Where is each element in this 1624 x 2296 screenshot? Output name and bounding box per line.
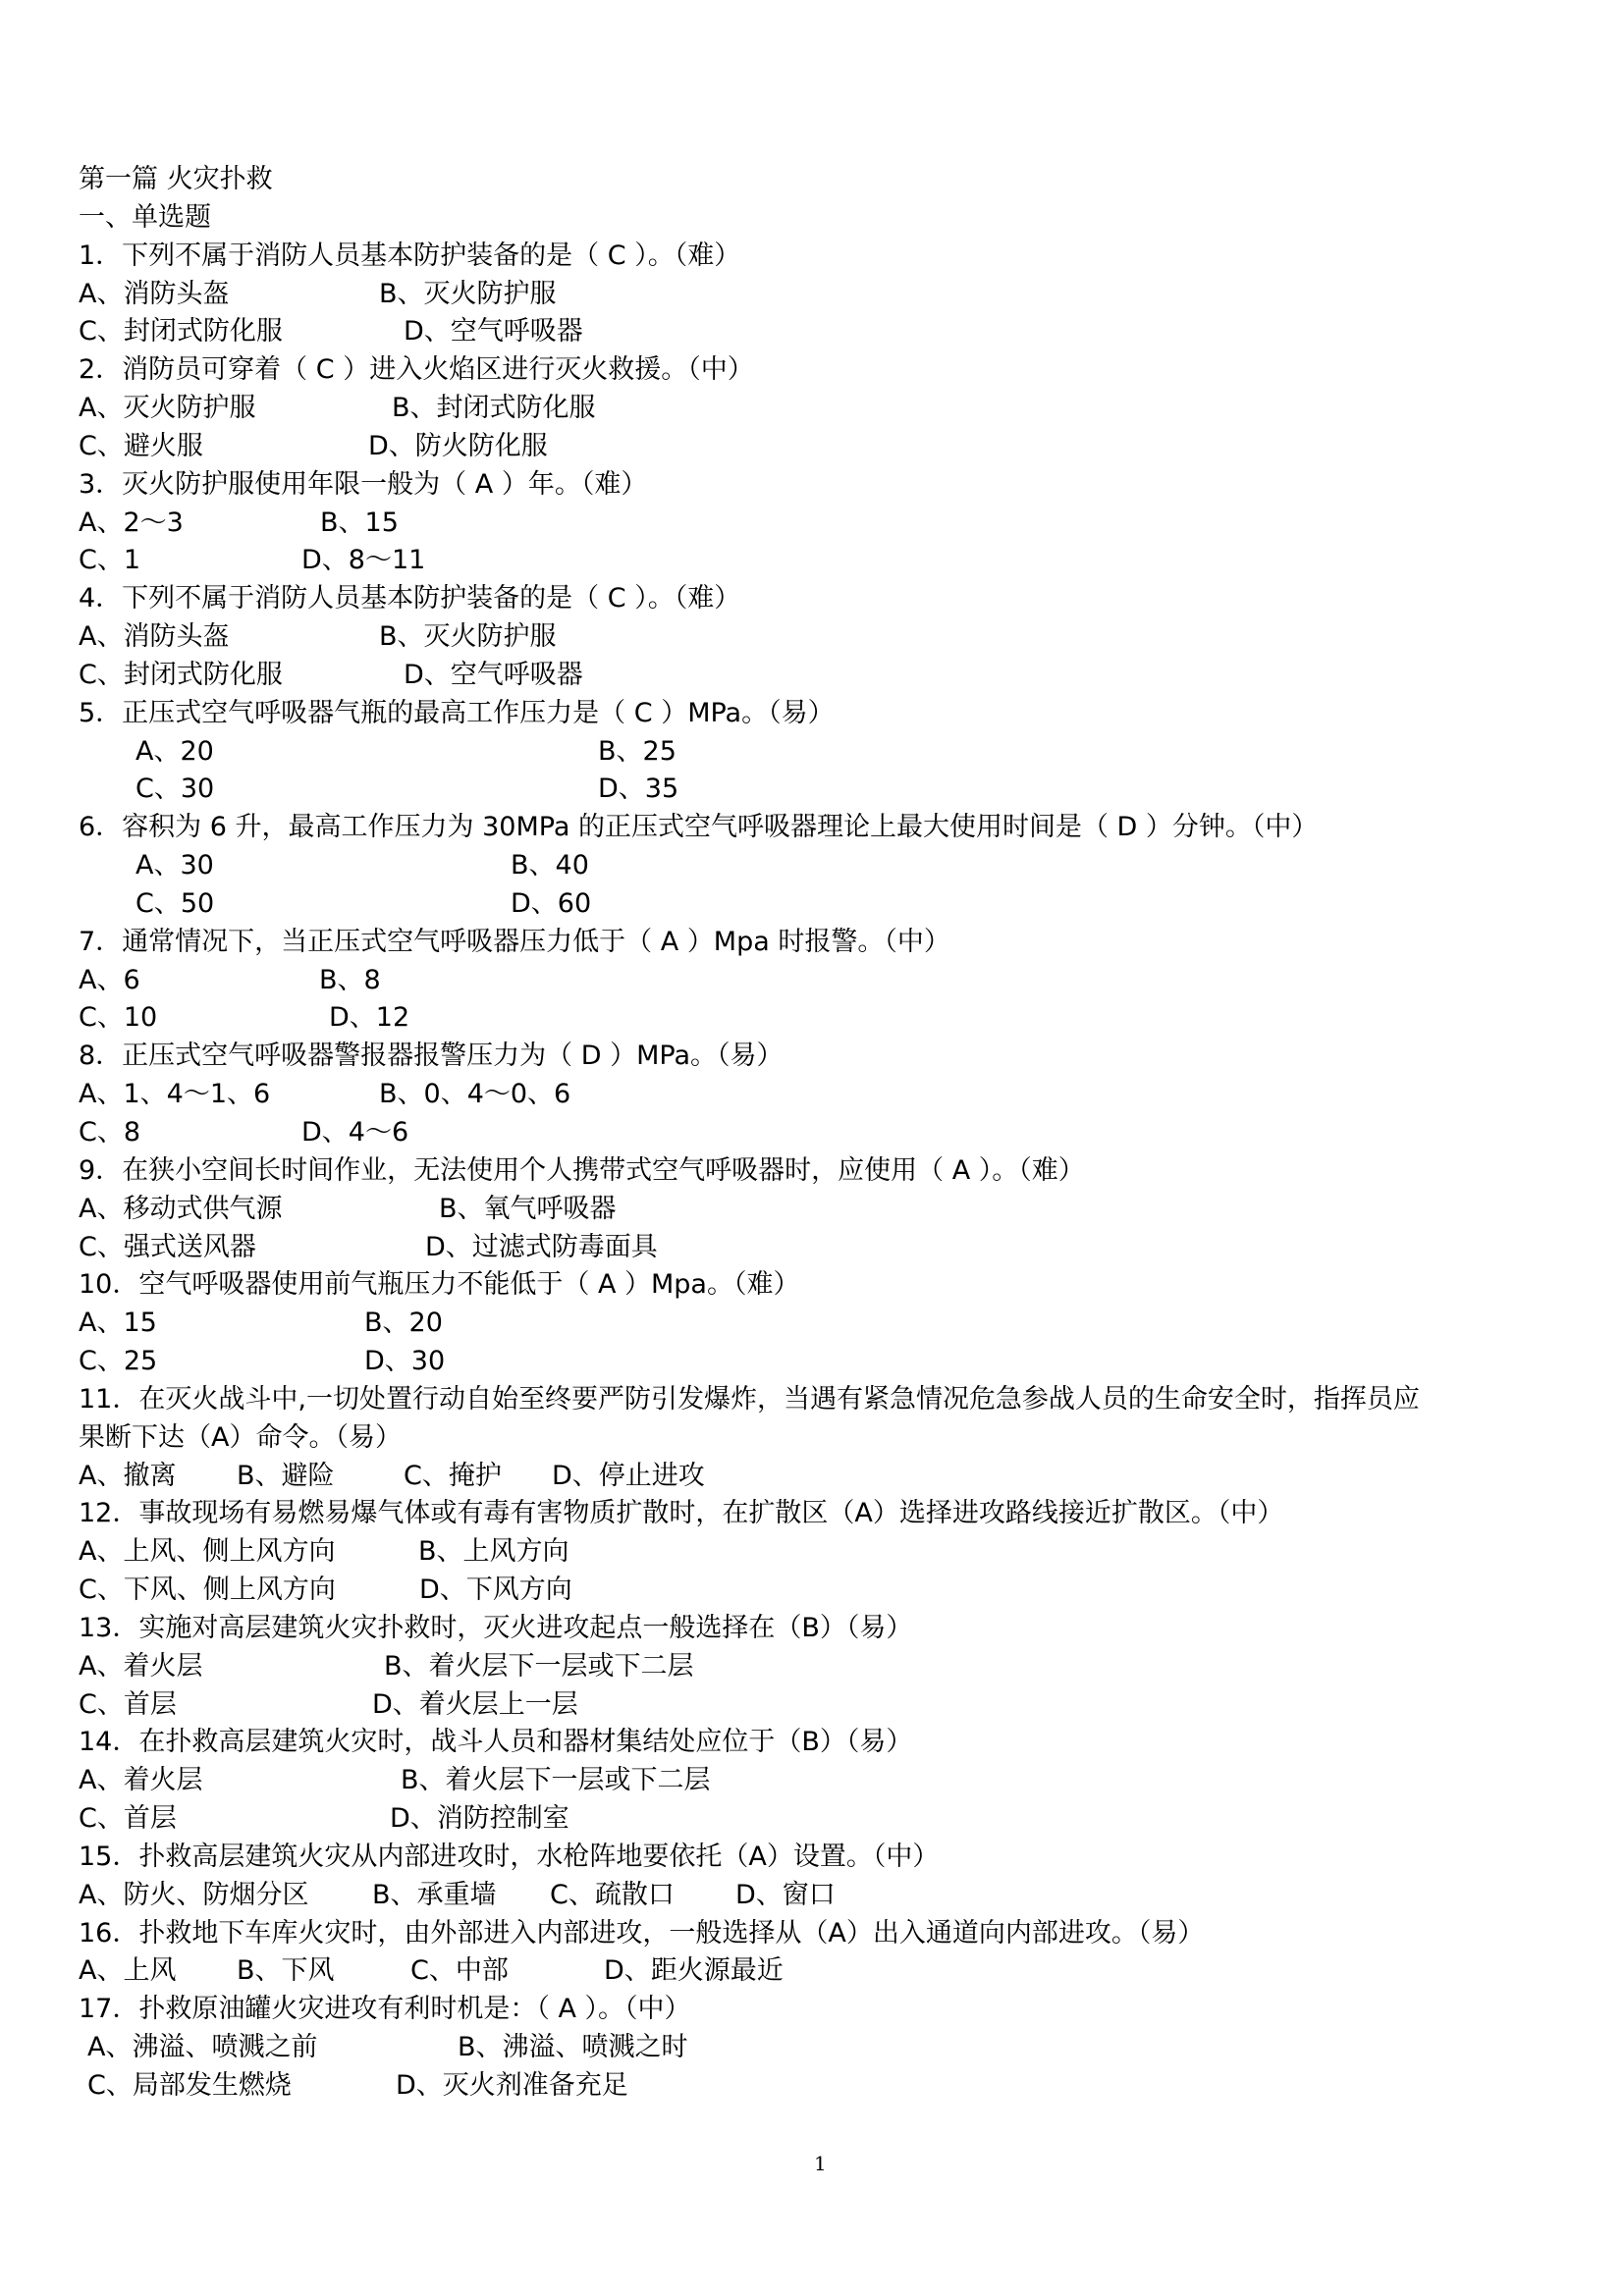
answer-option: A、上风: [79, 1955, 177, 1987]
answer-option: B、氧气呼吸器: [439, 1193, 617, 1224]
answer-option: A、20: [135, 735, 214, 767]
answer-option: D、着火层上一层: [372, 1688, 578, 1720]
answer-option: A、移动式供气源: [79, 1193, 283, 1224]
answer-option: A、着火层: [79, 1650, 203, 1682]
question-stem: 1．下列不属于消防人员基本防护装备的是（ C ）。（难）: [79, 240, 741, 271]
answer-option: D、距火源最近: [604, 1955, 784, 1987]
answer-option: C、25: [79, 1346, 158, 1377]
answer-option: B、承重墙: [372, 1879, 497, 1910]
answer-option: B、着火层下一层或下二层: [401, 1765, 711, 1796]
answer-option: C、首层: [79, 1688, 177, 1720]
answer-option: D、空气呼吸器: [404, 316, 583, 347]
answer-option: D、8～11: [301, 545, 426, 576]
question-stem: 9．在狭小空间长时间作业，无法使用个人携带式空气呼吸器时，应使用（ A ）。（难）: [79, 1154, 1085, 1186]
page-number: 1: [814, 2152, 827, 2175]
answer-option: B、沸溢、喷溅之时: [458, 2032, 688, 2063]
answer-option: D、灭火剂准备充足: [396, 2070, 628, 2101]
answer-option: B、20: [364, 1308, 443, 1339]
answer-option: A、沸溢、喷溅之前: [87, 2032, 318, 2063]
answer-option: C、下风、侧上风方向: [79, 1575, 336, 1606]
answer-option: A、上风、侧上风方向: [79, 1536, 336, 1568]
question-stem: 12．事故现场有易燃易爆气体或有毒有害物质扩散时，在扩散区（A）选择进攻路线接近扩散区。（中）: [79, 1498, 1284, 1529]
question-stem: 17．扑救原油罐火灾进攻有利时机是：（ A ）。（中）: [79, 1994, 691, 2025]
question-stem: 2．消防员可穿着（ C ）进入火焰区进行灭火救援。（中）: [79, 354, 754, 386]
answer-option: D、35: [598, 774, 679, 805]
answer-option: B、下风: [237, 1955, 335, 1987]
answer-option: C、封闭式防化服: [79, 316, 283, 347]
answer-option: B、避险: [237, 1460, 335, 1491]
answer-option: D、防火防化服: [368, 430, 548, 461]
question-stem: 15．扑救高层建筑火灾从内部进攻时，水枪阵地要依托（A）设置。（中）: [79, 1841, 940, 1872]
answer-option: B、8: [319, 964, 381, 995]
question-stem: 4．下列不属于消防人员基本防护装备的是（ C ）。（难）: [79, 583, 741, 614]
answer-option: C、30: [135, 774, 215, 805]
answer-option: C、局部发生燃烧: [87, 2070, 292, 2101]
answer-option: A、2～3: [79, 507, 184, 538]
answer-option: A、撤离: [79, 1460, 177, 1491]
question-stem: 6．容积为 6 升，最高工作压力为 30MPa 的正压式空气呼吸器理论上最大使用时间是（ D ）分钟。（中）: [79, 812, 1319, 843]
answer-option: A、6: [79, 964, 140, 995]
answer-option: D、4～6: [301, 1117, 409, 1148]
question-stem: 3．灭火防护服使用年限一般为（ A ）年。（难）: [79, 468, 648, 500]
answer-option: D、停止进攻: [552, 1460, 705, 1491]
answer-option: B、25: [598, 735, 677, 767]
answer-option: B、灭火防护服: [379, 278, 557, 309]
answer-option: A、1、4～1、6: [79, 1079, 271, 1110]
question-stem: 果断下达（A）命令。（易）: [79, 1421, 402, 1453]
answer-option: C、50: [135, 887, 215, 919]
question-stem: 7．通常情况下，当正压式空气呼吸器压力低于（ A ）Mpa 时报警。（中）: [79, 926, 950, 957]
answer-option: D、空气呼吸器: [404, 659, 583, 690]
chapter-title: 第一篇 火灾扑救: [79, 164, 273, 194]
section-heading: 一、单选题: [79, 202, 211, 233]
answer-option: C、中部: [410, 1955, 509, 1987]
answer-option: D、30: [364, 1346, 446, 1377]
question-stem: 10．空气呼吸器使用前气瓶压力不能低于（ A ）Mpa。（难）: [79, 1269, 800, 1301]
answer-option: B、灭火防护服: [379, 621, 557, 653]
answer-option: C、封闭式防化服: [79, 659, 283, 690]
answer-option: D、窗口: [735, 1879, 836, 1910]
answer-option: B、0、4～0、6: [379, 1079, 571, 1110]
answer-option: B、40: [511, 850, 589, 881]
answer-option: A、灭火防护服: [79, 393, 256, 424]
question-stem: 13．实施对高层建筑火灾扑救时，灭火进攻起点一般选择在（B）（易）: [79, 1612, 913, 1643]
answer-option: D、过滤式防毒面具: [425, 1231, 658, 1262]
answer-option: A、15: [79, 1308, 157, 1339]
answer-option: A、30: [135, 850, 214, 881]
answer-option: C、8: [79, 1117, 141, 1148]
question-stem: 11．在灭火战斗中,一切处置行动自始至终要严防引发爆炸，当遇有紧急情况危急参战人员的生命安全时，指挥员应: [79, 1383, 1420, 1415]
answer-option: B、着火层下一层或下二层: [384, 1650, 694, 1682]
answer-option: C、1: [79, 545, 141, 576]
answer-option: A、着火层: [79, 1765, 203, 1796]
answer-option: A、防火、防烟分区: [79, 1879, 309, 1910]
answer-option: D、消防控制室: [390, 1803, 569, 1835]
answer-option: C、10: [79, 1002, 158, 1034]
answer-option: B、15: [320, 507, 399, 538]
answer-option: D、60: [511, 887, 592, 919]
question-stem: 14．在扑救高层建筑火灾时，战斗人员和器材集结处应位于（B）（易）: [79, 1727, 913, 1758]
answer-option: D、12: [329, 1002, 410, 1034]
question-stem: 16．扑救地下车库火灾时，由外部进入内部进攻，一般选择从（A）出入通道向内部进攻。（易）: [79, 1917, 1205, 1949]
answer-option: C、避火服: [79, 430, 203, 461]
question-stem: 8．正压式空气呼吸器警报器报警压力为（ D ）MPa。（易）: [79, 1041, 784, 1072]
answer-option: B、上风方向: [418, 1536, 569, 1568]
answer-option: C、首层: [79, 1803, 177, 1835]
answer-option: C、掩护: [404, 1460, 502, 1491]
answer-option: A、消防头盔: [79, 278, 230, 309]
question-stem: 5．正压式空气呼吸器气瓶的最高工作压力是（ C ）MPa。（易）: [79, 697, 835, 728]
answer-option: B、封闭式防化服: [392, 393, 596, 424]
answer-option: C、疏散口: [550, 1879, 675, 1910]
answer-option: C、强式送风器: [79, 1231, 256, 1262]
answer-option: A、消防头盔: [79, 621, 230, 653]
answer-option: D、下风方向: [419, 1575, 572, 1606]
